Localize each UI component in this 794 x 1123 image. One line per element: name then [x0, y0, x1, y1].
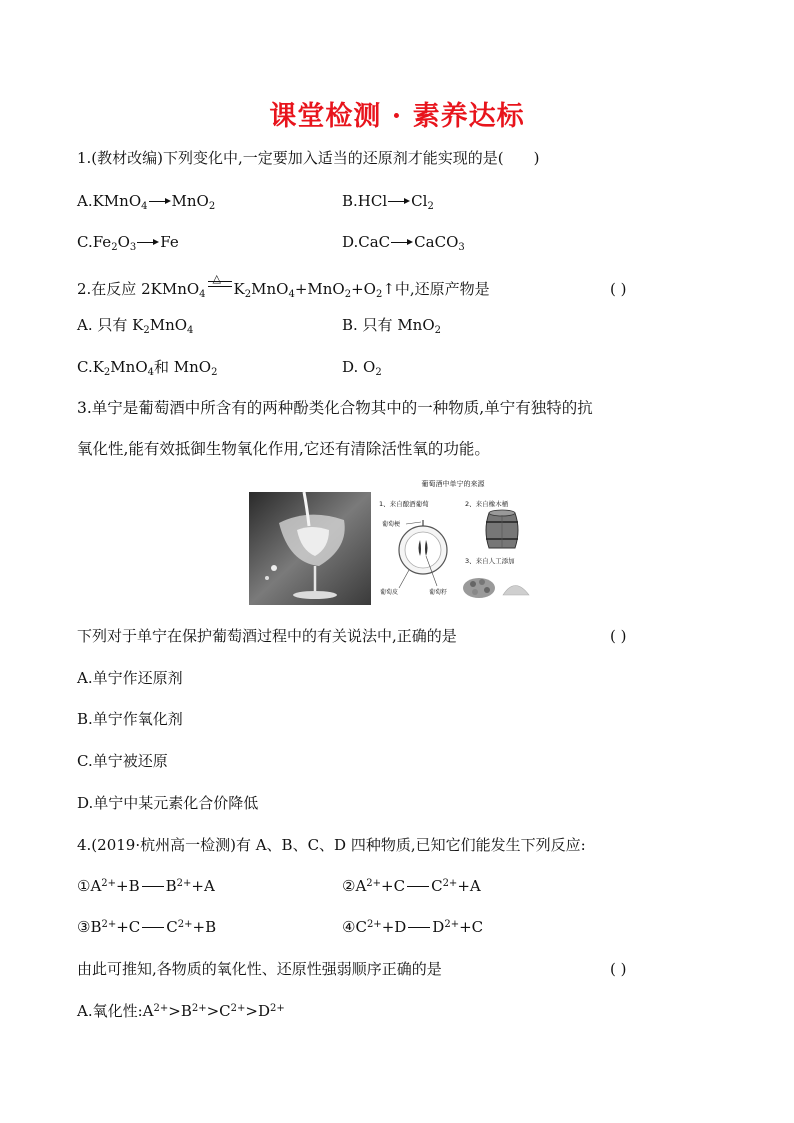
stem-label: 葡萄梗 [382, 521, 401, 528]
q3-option-b: B.单宁作氧化剂 [77, 710, 183, 728]
reaction-arrow-icon [391, 238, 413, 248]
q1-option-c: $C.Fe_2O_3$ Fe [77, 233, 179, 253]
q3-question: 下列对于单宁在保护葡萄酒过程中的有关说法中,正确的是 [77, 627, 457, 645]
q2-option-c: $C.K_2MnO_4$和 MnO$_2$ [77, 358, 218, 378]
q4-reaction-2: $②A^{2+}+C$ $C^{2+}+A$ [342, 877, 481, 895]
q2-option-a: A. 只有 $K_2MnO_4$ [77, 316, 194, 336]
q4-reaction-1: $①A^{2+}+B$ $B^{2+}+A$ [77, 877, 215, 895]
tannin-powder-icon [503, 586, 529, 596]
figure-title: 葡萄酒中单宁的来源 [421, 480, 485, 488]
page-title: 课堂检测 · 素养达标 [269, 101, 525, 132]
oak-barrel-icon [486, 510, 518, 548]
q4-reaction-3: $③B^{2+}+C$ $C^{2+}+B$ [77, 918, 217, 936]
skin-label: 葡萄皮 [380, 589, 399, 596]
q2-option-b: B. 只有 MnO$_2$ [342, 316, 442, 336]
equals-line-icon [142, 924, 164, 932]
heating-condition-icon: △ [206, 279, 234, 299]
q3-option-c: C.单宁被还原 [77, 752, 168, 770]
q2-option-d: D. $O_2$ [342, 358, 382, 378]
q4-answer-paren: ( ) [610, 960, 627, 978]
tannin-source-figure [249, 478, 535, 606]
q1-option-d: D.CaC CaCO$_3$ [342, 233, 465, 253]
source-2-label: 2、来自橡木桶 [465, 500, 509, 508]
equals-line-icon [142, 883, 164, 891]
seed-label: 葡萄籽 [429, 589, 448, 596]
q3-option-a: A.单宁作还原剂 [77, 669, 183, 687]
q4-question: 由此可推知,各物质的氧化性、还原性强弱顺序正确的是 [77, 960, 442, 978]
reaction-arrow-icon [149, 197, 171, 207]
q3-intro-line1: 3.单宁是葡萄酒中所含有的两种酚类化合物其中的一种物质,单宁有独特的抗 [77, 399, 593, 417]
source-3-label: 3、来自人工添加 [465, 557, 515, 565]
oak-chips-icon [463, 578, 495, 598]
reaction-arrow-icon [137, 238, 159, 248]
q4-stem: 4.(2019·杭州高一检测)有 A、B、C、D 四种物质,已知它们能发生下列反应: [77, 836, 586, 854]
q3-option-d: D.单宁中某元素化合价降低 [77, 794, 259, 812]
equals-line-icon [408, 924, 430, 932]
q1-stem: 1.(教材改编)下列变化中,一定要加入适当的还原剂才能实现的是( ) [77, 149, 540, 167]
q4-option-a: A.氧化性$:A^{2+}>B^{2+}>C^{2+}>D^{2+}$ [77, 1002, 285, 1020]
q1-option-a: A.KMnO$_4$ MnO$_2$ [77, 192, 216, 212]
q3-answer-paren: ( ) [610, 627, 627, 645]
q3-intro-line2: 氧化性,能有效抵御生物氧化作用,它还有清除活性氧的功能。 [77, 440, 490, 458]
q4-reaction-4: $④C^{2+}+D$ $D^{2+}+C$ [342, 918, 484, 936]
equals-line-icon [407, 883, 429, 891]
q2-answer-paren: ( ) [610, 280, 627, 298]
reaction-arrow-icon [388, 197, 410, 207]
q1-option-b: B.HCl $Cl_2$ [342, 192, 434, 212]
source-1-label: 1、来自酿酒葡萄 [379, 500, 429, 508]
q2-stem: 2.在反应 2KMnO$_4$ △ $K_2MnO_4+MnO_2+O_2↑$中,还原产物是 [77, 272, 490, 300]
